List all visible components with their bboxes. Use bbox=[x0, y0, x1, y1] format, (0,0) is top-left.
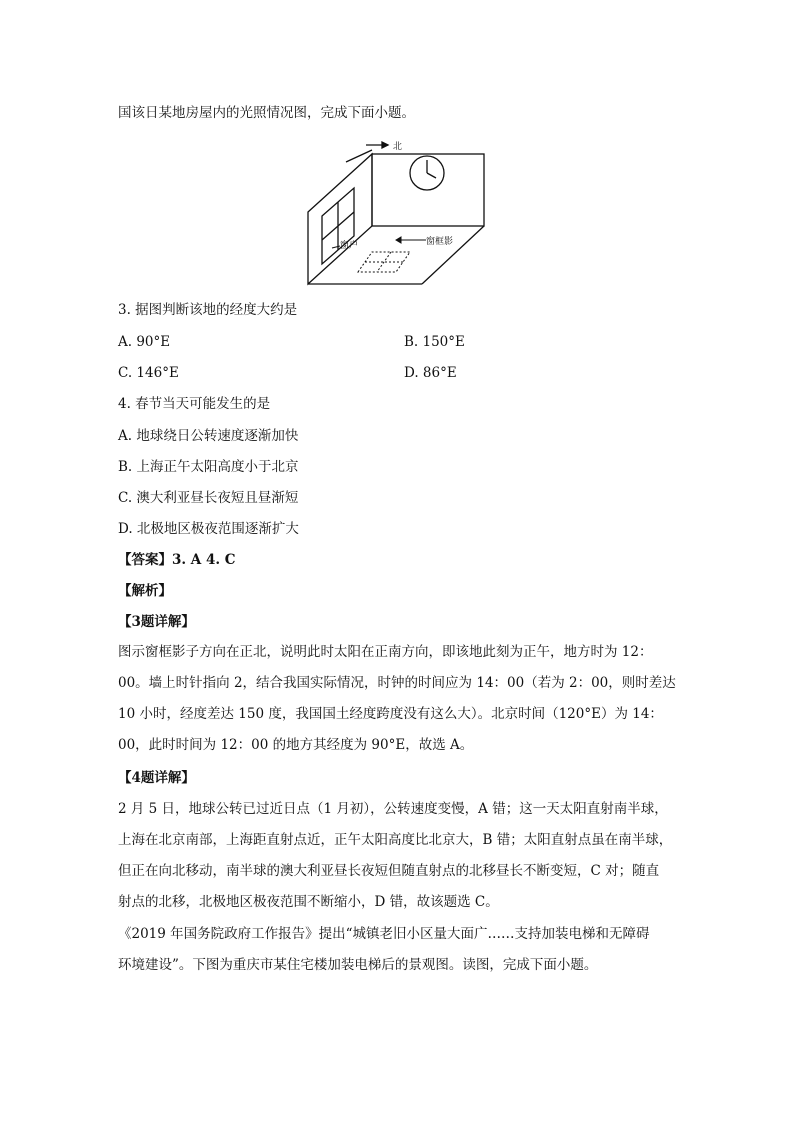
q4-option-d: D. 北极地区极夜范围逐渐扩大 bbox=[118, 521, 299, 537]
q3-option-c: C. 146°E bbox=[118, 365, 179, 381]
intro-text: 国该日某地房屋内的光照情况图，完成下面小题。 bbox=[118, 105, 415, 121]
q3-stem: 3. 据图判断该地的经度大约是 bbox=[118, 302, 298, 318]
detail3-line: 00，此时时间为 12：00 的地方其经度为 90°E，故选 A。 bbox=[118, 737, 474, 753]
detail4-line: 射点的北移，北极地区极夜范围不断缩小，D 错，故该题选 C。 bbox=[118, 894, 499, 910]
next-intro-line: 环境建设”。下图为重庆市某住宅楼加装电梯后的景观图。读图，完成下面小题。 bbox=[118, 957, 598, 973]
window-label: 窗户 bbox=[340, 241, 359, 251]
detail4-header: 【4题详解】 bbox=[118, 770, 195, 786]
detail3-paragraph bbox=[118, 637, 678, 761]
detail4-line: 但正在向北移动，南半球的澳大利亚昼长夜短但随直射点的北移昼长不断变短，C 对；随直 bbox=[118, 863, 660, 879]
detail3-line: 图示窗框影子方向在正北，说明此时太阳在正南方向，即该地此刻为正午，地方时为 12： bbox=[118, 644, 653, 660]
q3-option-b: B. 150°E bbox=[404, 334, 465, 350]
next-intro-line: 《2019 年国务院政府工作报告》提出“城镇老旧小区量大面广……支持加装电梯和无障碍 bbox=[118, 926, 650, 942]
north-label: 北 bbox=[393, 142, 403, 152]
detail4-line: 上海在北京南部，上海距直射点近，正午太阳高度比北京大，B 错；太阳直射点虽在南半球， bbox=[118, 832, 673, 848]
next-intro-paragraph bbox=[118, 919, 678, 981]
room-light-diagram bbox=[300, 136, 500, 288]
detail3-header: 【3题详解】 bbox=[118, 614, 195, 630]
detail4-paragraph bbox=[118, 794, 678, 918]
detail3-line: 10 小时，经度差达 150 度，我国国土经度跨度没有这么大）。北京时间（120°E）为 14： bbox=[118, 706, 663, 722]
detail4-line: 2 月 5 日，地球公转已过近日点（1 月初），公转速度变慢，A 错；这一天太阳直射南半球， bbox=[118, 801, 668, 817]
detail3-line: 00。墙上时针指向 2，结合我国实际情况，时钟的时间应为 14：00（若为 2：00，则时差达 bbox=[118, 675, 676, 691]
answer-line: 【答案】3. A 4. C bbox=[118, 552, 236, 568]
shadow-label: 窗框影 bbox=[426, 237, 454, 247]
q4-option-b: B. 上海正午太阳高度小于北京 bbox=[118, 459, 299, 475]
q4-stem: 4. 春节当天可能发生的是 bbox=[118, 396, 271, 412]
q3-option-a: A. 90°E bbox=[118, 334, 171, 350]
q4-option-a: A. 地球绕日公转速度逐渐加快 bbox=[118, 428, 299, 444]
q4-option-c: C. 澳大利亚昼长夜短且昼渐短 bbox=[118, 490, 299, 506]
analysis-header: 【解析】 bbox=[118, 583, 172, 599]
q3-option-d: D. 86°E bbox=[404, 365, 457, 381]
